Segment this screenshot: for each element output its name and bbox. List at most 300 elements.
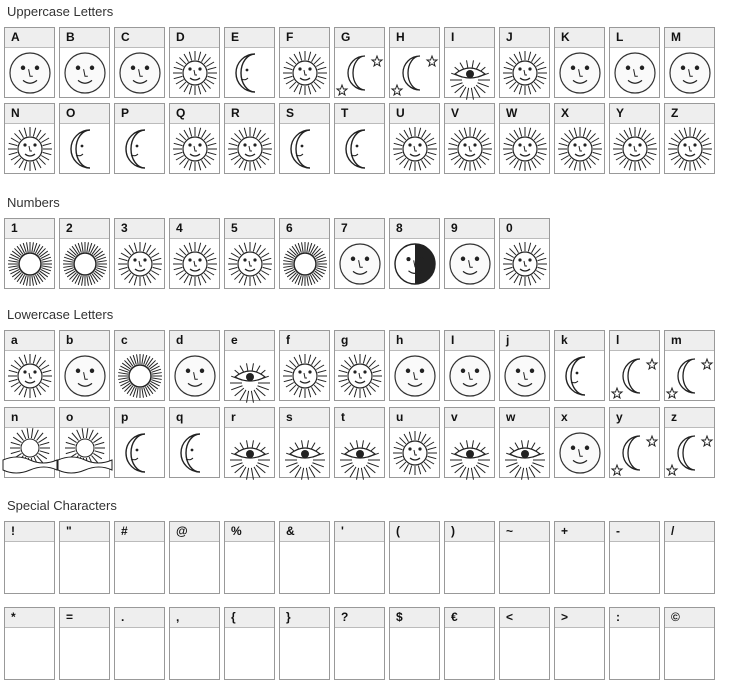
eye-sun-icon (227, 430, 273, 476)
glyph-cell[interactable] (114, 521, 165, 594)
glyph-cell[interactable] (444, 218, 495, 289)
glyph-key-label: @ (170, 522, 219, 542)
empty-glyph (445, 542, 494, 593)
glyph-cell[interactable] (444, 407, 495, 478)
face-moon-icon (500, 351, 549, 400)
face-moon-icon (445, 351, 494, 400)
glyph-key-label: , (170, 608, 219, 628)
eye-sun-icon (500, 428, 549, 477)
glyph-key-label: s (280, 408, 329, 428)
sun-face-icon (225, 124, 274, 173)
eye-sun-icon (280, 428, 329, 477)
glyph-cell[interactable] (444, 330, 495, 401)
glyph-cell[interactable] (59, 27, 110, 98)
face-moon-icon (447, 353, 493, 399)
glyph-key-label: x (555, 408, 604, 428)
sun-face-icon (665, 124, 714, 173)
glyph-key-label: R (225, 104, 274, 124)
glyph-key-label: J (500, 28, 549, 48)
glyph-cell[interactable] (554, 607, 605, 680)
face-moon-icon (445, 239, 494, 288)
glyph-cell[interactable] (169, 407, 220, 478)
crescent-stars-icon (612, 430, 658, 476)
glyph-cell[interactable] (389, 218, 440, 289)
sun-face-icon (280, 351, 329, 400)
section-title: Uppercase Letters (7, 4, 114, 19)
empty-glyph (335, 628, 384, 679)
empty-glyph (555, 628, 604, 679)
glyph-key-label: k (555, 331, 604, 351)
empty-glyph (500, 542, 549, 593)
glyph-cell[interactable] (664, 330, 715, 401)
glyph-cell[interactable] (554, 103, 605, 174)
sun-face-icon (500, 48, 549, 97)
empty-glyph (610, 542, 659, 593)
glyph-key-label: & (280, 522, 329, 542)
glyph-key-label: B (60, 28, 109, 48)
glyph-cell[interactable] (389, 330, 440, 401)
sun-face-icon (392, 430, 438, 476)
glyph-cell[interactable] (279, 218, 330, 289)
glyph-cell[interactable] (499, 330, 550, 401)
glyph-cell[interactable] (554, 27, 605, 98)
sun-face-icon (335, 351, 384, 400)
glyph-cell[interactable] (114, 103, 165, 174)
glyph-row (4, 607, 715, 680)
glyph-key-label: V (445, 104, 494, 124)
glyph-cell[interactable] (664, 607, 715, 680)
glyph-cell[interactable] (444, 27, 495, 98)
face-moon-icon (62, 353, 108, 399)
glyph-key-label: X (555, 104, 604, 124)
glyph-cell[interactable] (664, 27, 715, 98)
eye-sun-icon (447, 430, 493, 476)
glyph-key-label: A (5, 28, 54, 48)
glyph-cell[interactable] (334, 407, 385, 478)
glyph-key-label: ? (335, 608, 384, 628)
empty-glyph (170, 542, 219, 593)
glyph-key-label: / (665, 522, 714, 542)
sun-face-icon (280, 48, 329, 97)
glyph-cell[interactable] (334, 607, 385, 680)
glyph-cell[interactable] (664, 521, 715, 594)
glyph-key-label: 4 (170, 219, 219, 239)
glyph-cell[interactable] (664, 407, 715, 478)
glyph-key-label: 9 (445, 219, 494, 239)
glyph-key-label: " (60, 522, 109, 542)
crescent-stars-icon (392, 50, 438, 96)
empty-glyph (280, 542, 329, 593)
glyph-cell[interactable] (224, 521, 275, 594)
glyph-cell[interactable] (169, 218, 220, 289)
face-moon-icon (337, 241, 383, 287)
sun-face-icon (610, 124, 659, 173)
crescent-stars-icon (337, 50, 383, 96)
face-moon-icon (555, 428, 604, 477)
empty-glyph (170, 628, 219, 679)
glyph-cell[interactable] (169, 607, 220, 680)
glyph-key-label: I (445, 331, 494, 351)
crescent-moon-icon (117, 430, 163, 476)
sun-face-icon (170, 48, 219, 97)
eye-sun-icon (225, 351, 274, 400)
sun-face-icon (172, 126, 218, 172)
eye-sun-icon (445, 428, 494, 477)
glyph-cell[interactable] (444, 103, 495, 174)
glyph-key-label: e (225, 331, 274, 351)
glyph-cell[interactable] (279, 607, 330, 680)
glyph-key-label: H (390, 28, 439, 48)
glyph-key-label: S (280, 104, 329, 124)
eye-sun-icon (335, 428, 384, 477)
glyph-cell[interactable] (389, 607, 440, 680)
glyph-key-label: > (555, 608, 604, 628)
glyph-key-label: p (115, 408, 164, 428)
glyph-cell[interactable] (114, 27, 165, 98)
glyph-cell[interactable] (224, 330, 275, 401)
glyph-row (4, 521, 715, 594)
empty-glyph (5, 628, 54, 679)
glyph-key-label: O (60, 104, 109, 124)
crescent-stars-icon (667, 430, 713, 476)
empty-glyph (555, 542, 604, 593)
glyph-cell[interactable] (4, 27, 55, 98)
glyph-key-label: € (445, 608, 494, 628)
glyph-key-label: : (610, 608, 659, 628)
sun-face-icon (500, 239, 549, 288)
face-moon-icon (447, 241, 493, 287)
glyph-key-label: D (170, 28, 219, 48)
sun-face-icon (117, 241, 163, 287)
glyph-cell[interactable] (499, 27, 550, 98)
sun-face-icon (557, 126, 603, 172)
sun-face-icon (390, 428, 439, 477)
half-moon-face-icon (390, 239, 439, 288)
sun-face-icon (502, 241, 548, 287)
glyph-cell[interactable] (609, 330, 660, 401)
sun-disc-icon (62, 241, 108, 287)
sun-face-icon (7, 126, 53, 172)
crescent-moon-icon (62, 126, 108, 172)
glyph-cell[interactable] (499, 521, 550, 594)
glyph-cell[interactable] (59, 407, 110, 478)
glyph-cell[interactable] (224, 218, 275, 289)
empty-glyph (60, 542, 109, 593)
glyph-cell[interactable] (224, 27, 275, 98)
glyph-key-label: P (115, 104, 164, 124)
face-moon-icon (60, 48, 109, 97)
glyph-key-label: z (665, 408, 714, 428)
glyph-cell[interactable] (4, 521, 55, 594)
glyph-cell[interactable] (4, 607, 55, 680)
glyph-cell[interactable] (59, 330, 110, 401)
sun-face-icon (7, 353, 53, 399)
glyph-cell[interactable] (59, 607, 110, 680)
glyph-cell[interactable] (169, 521, 220, 594)
glyph-cell[interactable] (279, 103, 330, 174)
glyph-key-label: l (610, 331, 659, 351)
glyph-cell[interactable] (499, 103, 550, 174)
glyph-cell[interactable] (224, 607, 275, 680)
eye-sun-icon (227, 353, 273, 399)
glyph-cell[interactable] (114, 330, 165, 401)
empty-glyph (60, 628, 109, 679)
glyph-cell[interactable] (114, 407, 165, 478)
eye-sun-icon (445, 48, 494, 97)
glyph-key-label: G (335, 28, 384, 48)
sun-face-icon (115, 239, 164, 288)
sun-face-icon (447, 126, 493, 172)
sun-face-icon (282, 50, 328, 96)
sun-face-icon (172, 50, 218, 96)
glyph-cell[interactable] (609, 607, 660, 680)
face-moon-icon (557, 430, 603, 476)
glyph-cell[interactable] (279, 27, 330, 98)
glyph-key-label: { (225, 608, 274, 628)
glyph-key-label: U (390, 104, 439, 124)
glyph-key-label: + (555, 522, 604, 542)
empty-glyph (225, 628, 274, 679)
glyph-key-label: a (5, 331, 54, 351)
glyph-key-label: F (280, 28, 329, 48)
crescent-moon-icon (555, 351, 604, 400)
glyph-key-label: v (445, 408, 494, 428)
glyph-cell[interactable] (279, 330, 330, 401)
glyph-key-label: Y (610, 104, 659, 124)
face-moon-icon (62, 50, 108, 96)
glyph-key-label: w (500, 408, 549, 428)
sun-disc-icon (280, 239, 329, 288)
sun-disc-icon (117, 353, 163, 399)
glyph-key-label: . (115, 608, 164, 628)
glyph-cell[interactable] (664, 103, 715, 174)
glyph-cell[interactable] (554, 330, 605, 401)
crescent-moon-icon (172, 430, 218, 476)
empty-glyph (225, 542, 274, 593)
glyph-cell[interactable] (389, 521, 440, 594)
empty-glyph (5, 542, 54, 593)
face-moon-icon (555, 48, 604, 97)
face-moon-icon (117, 50, 163, 96)
crescent-moon-icon (337, 126, 383, 172)
empty-glyph (665, 628, 714, 679)
glyph-cell[interactable] (334, 218, 385, 289)
glyph-cell[interactable] (279, 521, 330, 594)
crescent-stars-icon (610, 351, 659, 400)
glyph-cell[interactable] (609, 103, 660, 174)
glyph-key-label: 7 (335, 219, 384, 239)
half-moon-face-icon (392, 241, 438, 287)
glyph-cell[interactable] (334, 521, 385, 594)
face-moon-icon (5, 48, 54, 97)
glyph-key-label: 3 (115, 219, 164, 239)
face-moon-icon (667, 50, 713, 96)
glyph-cell[interactable] (114, 218, 165, 289)
face-moon-icon (610, 48, 659, 97)
face-moon-icon (60, 351, 109, 400)
glyph-cell[interactable] (444, 607, 495, 680)
glyph-cell[interactable] (169, 330, 220, 401)
face-moon-icon (115, 48, 164, 97)
sun-face-icon (555, 124, 604, 173)
glyph-cell[interactable] (444, 521, 495, 594)
glyph-key-label: W (500, 104, 549, 124)
section-title: Lowercase Letters (7, 307, 114, 322)
glyph-key-label: 8 (390, 219, 439, 239)
glyph-key-label: K (555, 28, 604, 48)
glyph-cell[interactable] (224, 103, 275, 174)
sun-face-icon (227, 126, 273, 172)
crescent-moon-icon (115, 124, 164, 173)
glyph-cell[interactable] (169, 103, 220, 174)
sun-disc-icon (115, 351, 164, 400)
sun-disc-icon (60, 239, 109, 288)
sun-face-icon (445, 124, 494, 173)
crescent-moon-icon (117, 126, 163, 172)
glyph-key-label: * (5, 608, 54, 628)
glyph-key-label: # (115, 522, 164, 542)
empty-glyph (390, 628, 439, 679)
sun-face-icon (170, 239, 219, 288)
crescent-moon-icon (170, 428, 219, 477)
sun-face-icon (392, 126, 438, 172)
sun-face-icon (5, 351, 54, 400)
glyph-cell[interactable] (59, 103, 110, 174)
glyph-key-label: % (225, 522, 274, 542)
glyph-row (4, 407, 715, 478)
sun-face-icon (390, 124, 439, 173)
glyph-cell[interactable] (389, 407, 440, 478)
glyph-key-label: ~ (500, 522, 549, 542)
glyph-cell[interactable] (4, 103, 55, 174)
eye-sun-icon (502, 430, 548, 476)
glyph-key-label: 5 (225, 219, 274, 239)
face-moon-icon (172, 353, 218, 399)
glyph-row (4, 218, 550, 289)
glyph-key-label: y (610, 408, 659, 428)
crescent-moon-icon (335, 124, 384, 173)
glyph-key-label: q (170, 408, 219, 428)
glyph-key-label: = (60, 608, 109, 628)
glyph-cell[interactable] (334, 103, 385, 174)
sun-face-icon (5, 124, 54, 173)
glyph-row (4, 27, 715, 98)
glyph-key-label: r (225, 408, 274, 428)
crescent-moon-icon (115, 428, 164, 477)
glyph-key-label: ) (445, 522, 494, 542)
glyph-key-label: g (335, 331, 384, 351)
empty-glyph (280, 628, 329, 679)
face-moon-icon (7, 50, 53, 96)
crescent-stars-icon (665, 351, 714, 400)
empty-glyph (500, 628, 549, 679)
crescent-stars-icon (610, 428, 659, 477)
glyph-key-label: 1 (5, 219, 54, 239)
glyph-key-label: o (60, 408, 109, 428)
face-moon-icon (557, 50, 603, 96)
glyph-cell[interactable] (4, 218, 55, 289)
glyph-cell[interactable] (389, 103, 440, 174)
glyph-cell[interactable] (114, 607, 165, 680)
glyph-key-label: M (665, 28, 714, 48)
glyph-row (4, 103, 715, 174)
face-moon-icon (390, 351, 439, 400)
glyph-key-label: N (5, 104, 54, 124)
crescent-stars-icon (612, 353, 658, 399)
glyph-cell[interactable] (609, 27, 660, 98)
sun-face-icon (337, 353, 383, 399)
glyph-cell[interactable] (279, 407, 330, 478)
glyph-cell[interactable] (334, 27, 385, 98)
glyph-cell[interactable] (59, 218, 110, 289)
glyph-cell[interactable] (4, 330, 55, 401)
glyph-key-label: L (610, 28, 659, 48)
crescent-stars-icon (390, 48, 439, 97)
glyph-cell[interactable] (169, 27, 220, 98)
eye-sun-icon (337, 430, 383, 476)
section-title: Special Characters (7, 498, 117, 513)
glyph-key-label: b (60, 331, 109, 351)
glyph-cell[interactable] (499, 218, 550, 289)
sun-disc-icon (282, 241, 328, 287)
glyph-cell[interactable] (499, 407, 550, 478)
face-moon-icon (665, 48, 714, 97)
sun-face-icon (502, 126, 548, 172)
banner-sun-icon (5, 428, 54, 477)
glyph-cell[interactable] (4, 407, 55, 478)
glyph-cell[interactable] (59, 521, 110, 594)
glyph-key-label: I (445, 28, 494, 48)
banner-sun-icon (62, 430, 108, 476)
glyph-key-label: C (115, 28, 164, 48)
empty-glyph (610, 628, 659, 679)
crescent-moon-icon (225, 48, 274, 97)
glyph-key-label: 0 (500, 219, 549, 239)
glyph-cell[interactable] (609, 407, 660, 478)
glyph-key-label: 6 (280, 219, 329, 239)
crescent-moon-icon (280, 124, 329, 173)
glyph-cell[interactable] (389, 27, 440, 98)
glyph-cell[interactable] (554, 521, 605, 594)
eye-sun-icon (225, 428, 274, 477)
glyph-key-label: j (500, 331, 549, 351)
glyph-key-label: < (500, 608, 549, 628)
glyph-key-label: ' (335, 522, 384, 542)
crescent-moon-icon (60, 124, 109, 173)
empty-glyph (335, 542, 384, 593)
face-moon-icon (502, 353, 548, 399)
glyph-key-label: d (170, 331, 219, 351)
glyph-cell[interactable] (224, 407, 275, 478)
glyph-key-label: h (390, 331, 439, 351)
sun-face-icon (500, 124, 549, 173)
glyph-key-label: ( (390, 522, 439, 542)
crescent-moon-icon (557, 353, 603, 399)
glyph-key-label: $ (390, 608, 439, 628)
glyph-key-label: Z (665, 104, 714, 124)
glyph-key-label: m (665, 331, 714, 351)
glyph-cell[interactable] (499, 607, 550, 680)
glyph-key-label: - (610, 522, 659, 542)
glyph-cell[interactable] (609, 521, 660, 594)
glyph-cell[interactable] (554, 407, 605, 478)
glyph-cell[interactable] (334, 330, 385, 401)
crescent-moon-icon (227, 50, 273, 96)
crescent-stars-icon (665, 428, 714, 477)
glyph-key-label: c (115, 331, 164, 351)
empty-glyph (445, 628, 494, 679)
eye-sun-icon (447, 50, 493, 96)
